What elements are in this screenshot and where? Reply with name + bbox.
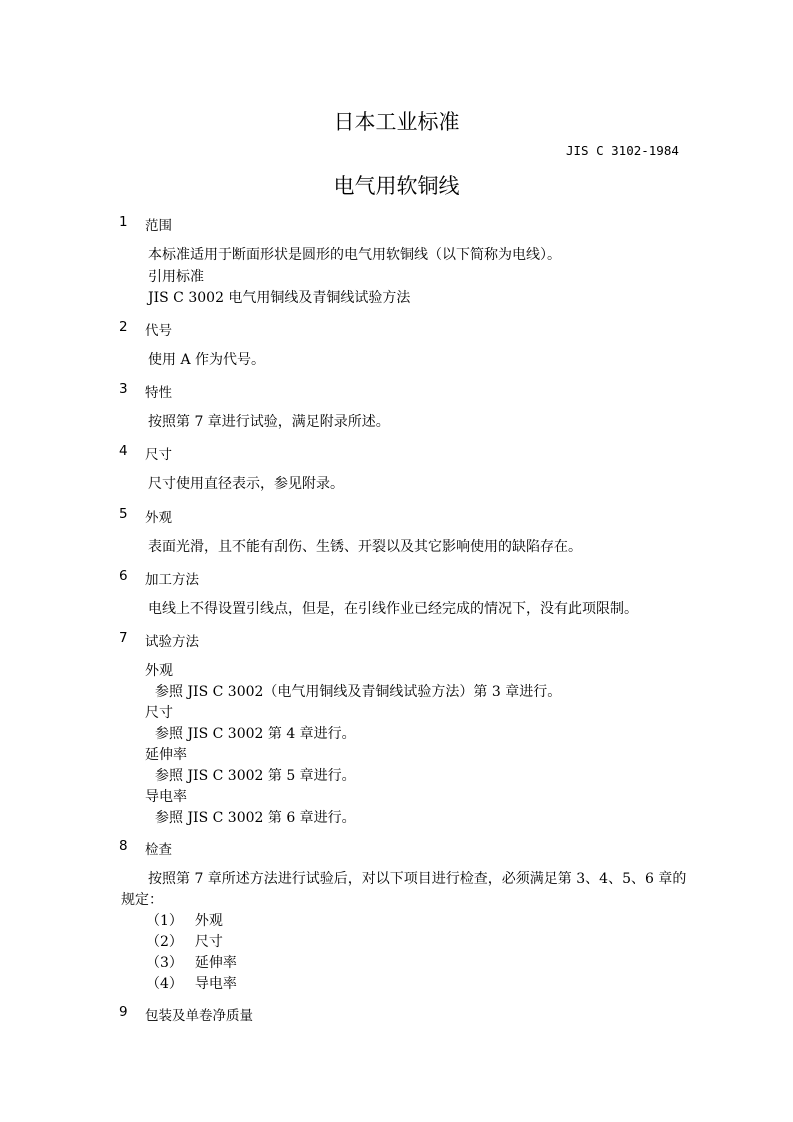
list-marker: （2） — [146, 934, 183, 950]
section-title: 尺寸 — [145, 447, 172, 463]
list-label: 导电率 — [194, 976, 237, 992]
inspection-list-item — [146, 952, 237, 972]
section-5-text: 表面光滑，且不能有刮伤、生锈、开裂以及其它影响使用的缺陷存在。 — [148, 539, 582, 555]
section-number: 1 — [119, 214, 128, 230]
section-title: 包装及单卷净质量 — [145, 1008, 253, 1024]
section-2-text: 使用 A 作为代号。 — [148, 352, 266, 368]
section-1-ref-heading: 引用标准 — [148, 269, 204, 285]
section-3-text: 按照第 7 章进行试验，满足附录所述。 — [148, 414, 390, 430]
section-number: 3 — [119, 381, 128, 397]
inspection-list-item — [146, 910, 223, 930]
section-1-ref-text: JIS C 3002 电气用铜线及青铜线试验方法 — [148, 290, 411, 306]
test-item-text: 参照 JIS C 3002 第 4 章进行。 — [155, 726, 356, 742]
standard-code: JIS C 3102-1984 — [566, 143, 679, 158]
test-item-heading: 外观 — [145, 663, 173, 679]
section-8-text-line1: 按照第 7 章所述方法进行试验后，对以下项目进行检查，必须满足第 3、4、5、6 章的 — [148, 871, 687, 887]
section-number: 9 — [119, 1004, 128, 1020]
list-label: 延伸率 — [194, 955, 237, 971]
section-number: 7 — [119, 630, 128, 646]
inspection-list-item — [146, 973, 237, 993]
section-title: 代号 — [145, 323, 172, 339]
list-marker: （3） — [146, 955, 183, 971]
section-number: 4 — [119, 443, 128, 459]
test-item-heading: 延伸率 — [145, 747, 187, 763]
inspection-list-item — [146, 931, 223, 951]
test-item-text: 参照 JIS C 3002 第 5 章进行。 — [155, 768, 356, 784]
list-marker: （4） — [146, 976, 183, 992]
section-4-text: 尺寸使用直径表示，参见附录。 — [148, 476, 344, 492]
section-title: 外观 — [145, 510, 172, 526]
test-item-text: 参照 JIS C 3002 第 6 章进行。 — [155, 810, 356, 826]
test-item-heading: 尺寸 — [145, 705, 173, 721]
section-8-text-line2: 规定： — [121, 892, 163, 908]
section-number: 2 — [119, 319, 128, 335]
section-1-text: 本标准适用于断面形状是圆形的电气用软铜线（以下简称为电线）。 — [148, 247, 561, 263]
test-item-heading: 导电率 — [145, 789, 187, 805]
section-title: 试验方法 — [145, 634, 199, 650]
section-title: 特性 — [145, 385, 172, 401]
section-title: 检查 — [145, 842, 172, 858]
section-number: 5 — [119, 506, 128, 522]
list-marker: （1） — [146, 913, 183, 929]
section-title: 加工方法 — [145, 572, 199, 588]
document-title: 电气用软铜线 — [333, 174, 460, 198]
list-label: 尺寸 — [194, 934, 223, 950]
test-item-text: 参照 JIS C 3002（电气用铜线及青铜线试验方法）第 3 章进行。 — [155, 684, 562, 700]
section-number: 8 — [119, 838, 128, 854]
section-6-text: 电线上不得设置引线点，但是，在引线作业已经完成的情况下，没有此项限制。 — [148, 601, 638, 617]
section-title: 范围 — [145, 218, 172, 234]
list-label: 外观 — [194, 913, 223, 929]
section-number: 6 — [119, 568, 128, 584]
standard-title: 日本工业标准 — [333, 110, 460, 134]
